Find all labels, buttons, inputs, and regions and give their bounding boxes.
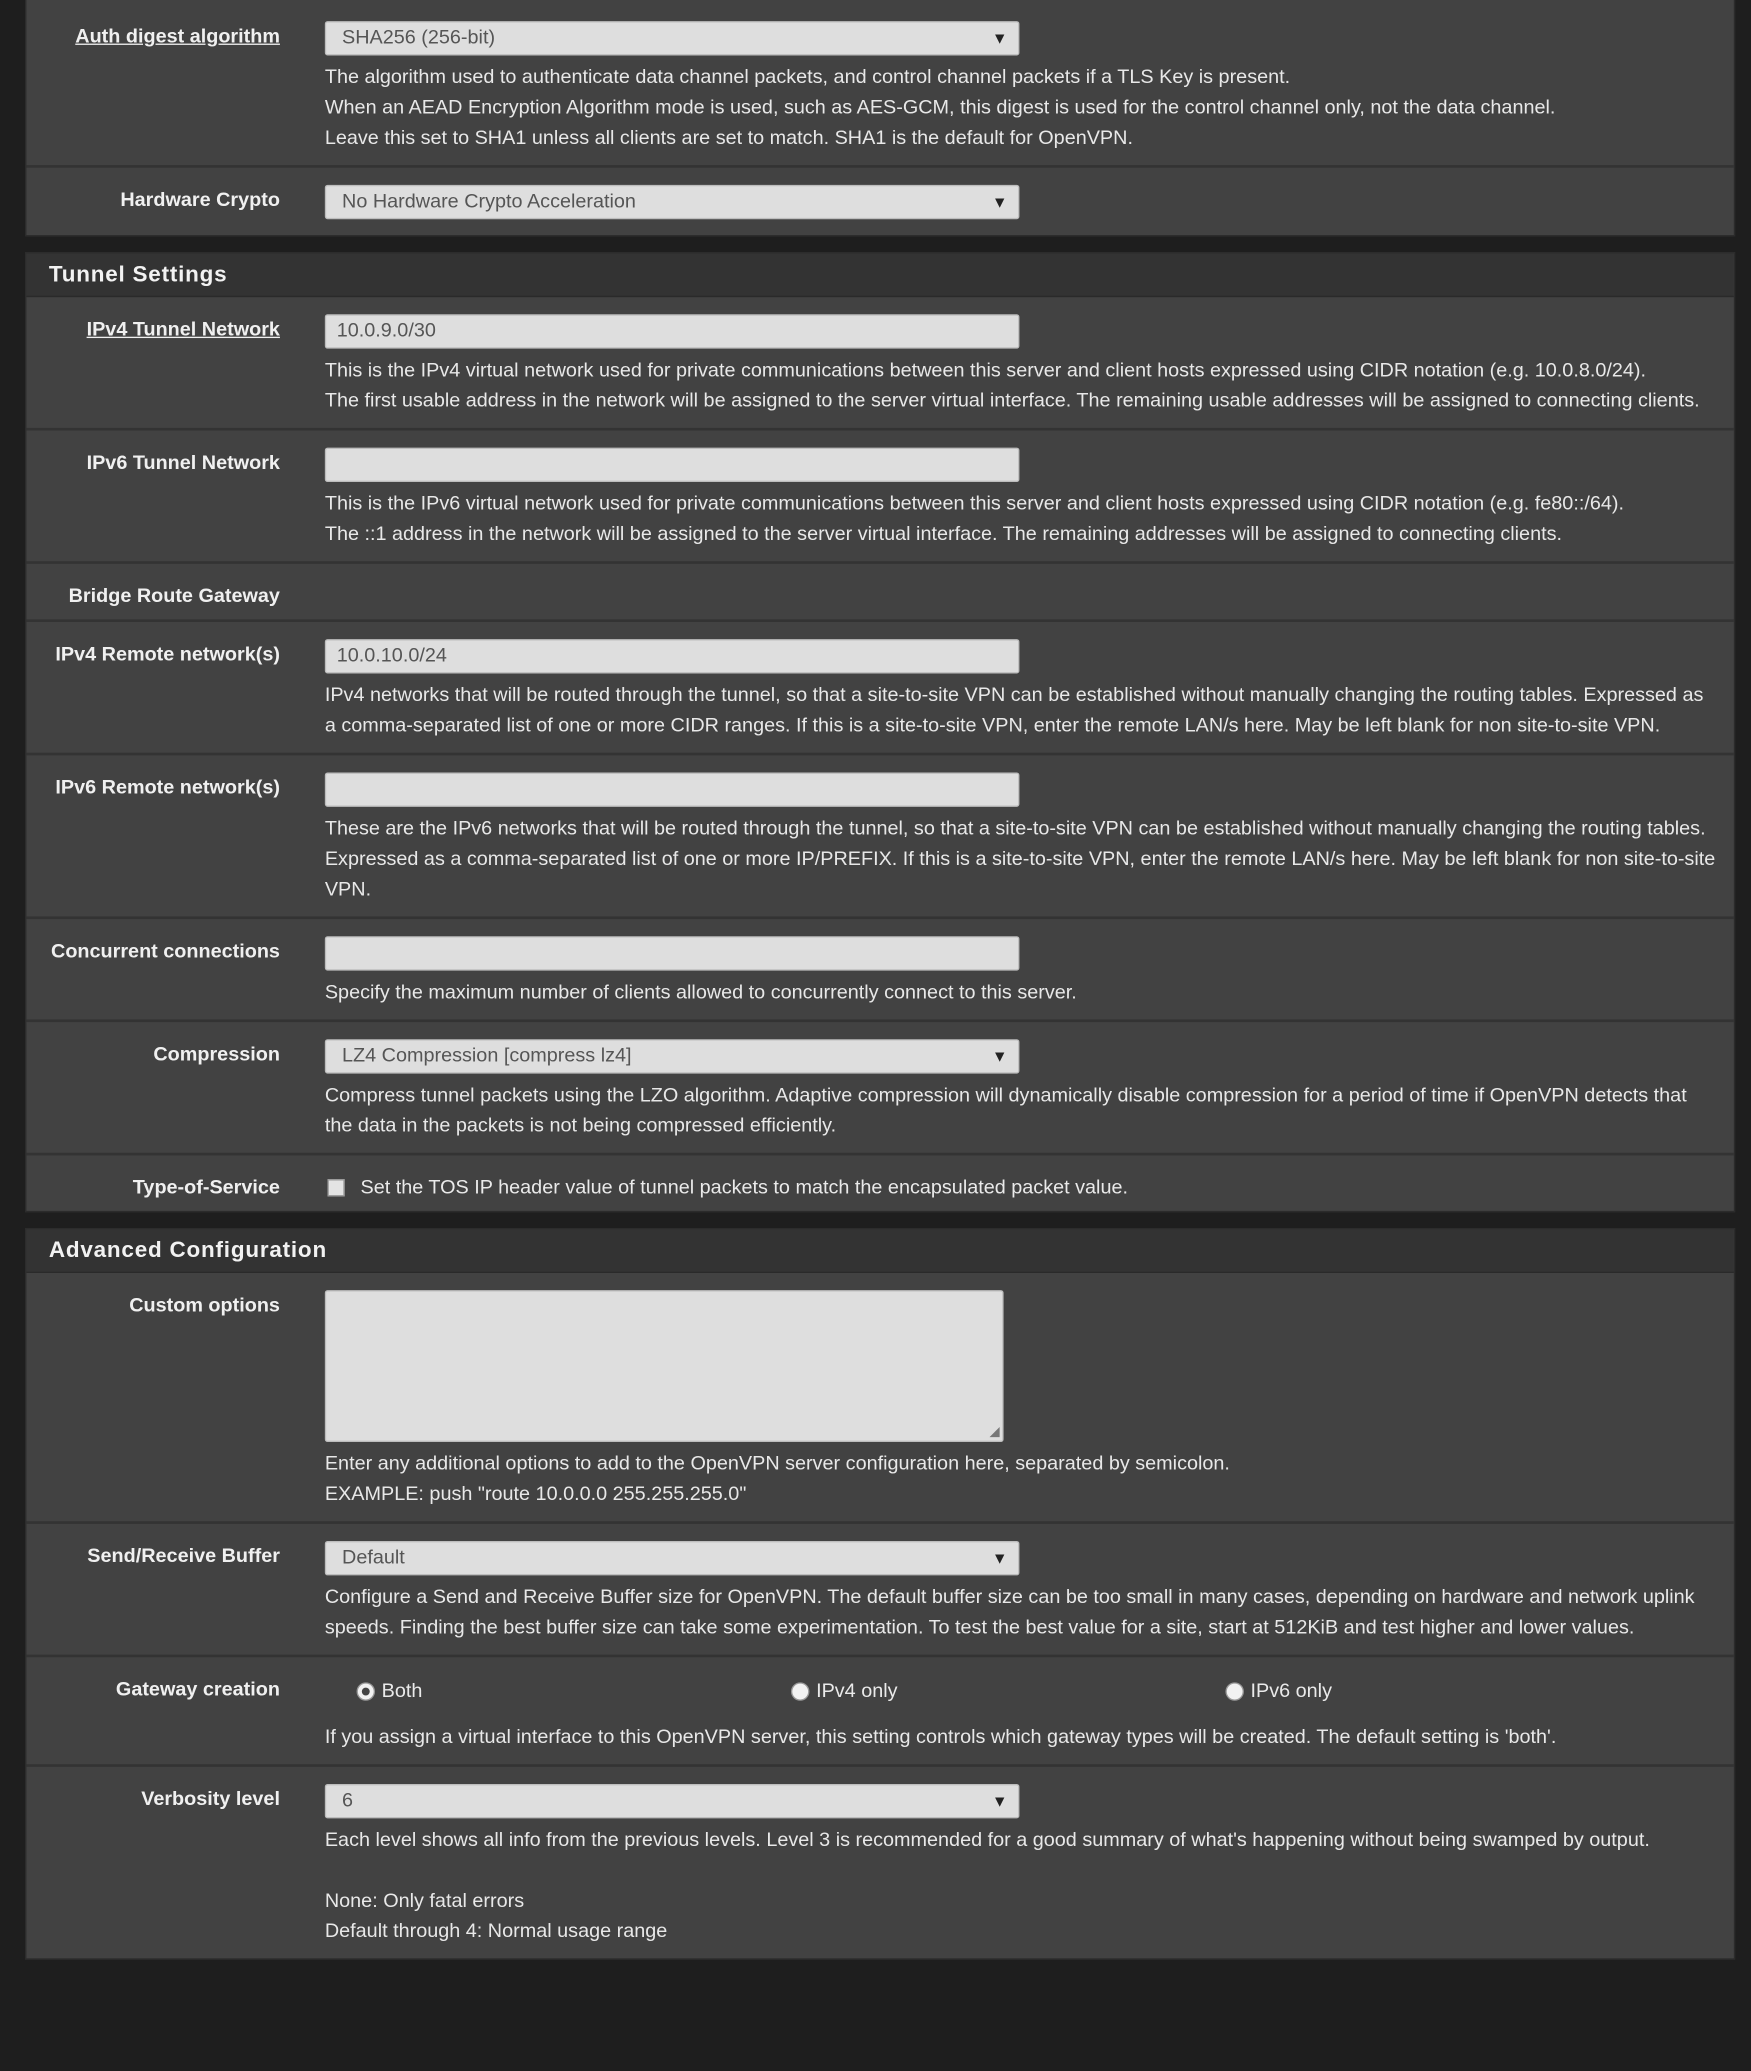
tos-checkbox[interactable] [327,1179,344,1196]
hardware-crypto-row [26,168,1733,235]
auth-digest-help [325,62,1718,153]
ipv4-tunnel-input[interactable]: 10.0.9.0/30 [325,314,1020,348]
radio-option-ipv4-only[interactable] [791,1680,1225,1702]
ipv6-tunnel-label: IPv6 Tunnel Network [86,451,280,475]
help-line: When an AEAD Encryption Algorithm mode is used, such as AES-GCM, this digest is used for the control channel only, not the data channel. [324,96,1556,119]
buffer-select[interactable] [325,1541,1020,1575]
radio-label: Both [381,1679,423,1703]
hardware-crypto-value: No Hardware Crypto Acceleration [342,190,636,213]
verbosity-level-line: None: Only fatal errors [324,1889,525,1913]
chevron-down-icon: ▼ [991,29,1008,48]
custom-options-textarea[interactable] [325,1290,1004,1442]
ipv6-remote-row [26,755,1733,919]
auth-digest-label[interactable]: Auth digest algorithm [75,25,280,48]
verbosity-value: 6 [342,1789,354,1812]
radio-label: IPv4 only [816,1679,898,1703]
gateway-creation-row [26,1657,1733,1767]
help-line: The ::1 address in the network will be assigned to the server virtual interface. The remaining addresses will be assigned to connecting clients. [324,522,1563,546]
concurrent-connections-row [26,919,1733,1022]
bridge-route-gateway-label: Bridge Route Gateway [68,584,280,608]
custom-options-label: Custom options [129,1294,280,1317]
ipv4-remote-label: IPv4 Remote network(s) [55,643,280,666]
ipv6-remote-label: IPv6 Remote network(s) [55,776,280,799]
advanced-configuration-panel [25,1228,1735,1960]
compression-label: Compression [153,1043,280,1066]
ipv4-remote-input[interactable]: 10.0.10.0/24 [325,639,1020,673]
chevron-down-icon: ▼ [991,192,1008,212]
tos-label: Type-of-Service [132,1176,280,1200]
ipv6-tunnel-help [325,489,1718,550]
custom-options-row [26,1273,1733,1524]
compression-help: Compress tunnel packets using the LZO algorithm. Adaptive compression will dynamically disable compression for a period of time if OpenVPN detects that the data in the packets is not being compressed efficiently. [324,1084,1687,1137]
ipv4-remote-help: IPv4 networks that will be routed through the tunnel, so that a site-to-site VPN can be established without manually changing the routing tables. Expressed as a comma-separated list of one or more CIDR ranges. If this is a site-to-site VPN, enter the remote LAN/s here. May be left blank for non site-to-site VPN. [324,684,1704,737]
ipv6-tunnel-input[interactable] [325,448,1020,482]
concurrent-connections-label: Concurrent connections [51,940,280,963]
verbosity-row [26,1767,1733,1958]
compression-value: LZ4 Compression [compress lz4] [342,1044,632,1067]
help-line: Each level shows all info from the previous levels. Level 3 is recommended for a good summary of what's happening without being swamped by output. [324,1828,1650,1852]
ipv4-tunnel-help [325,355,1718,416]
radio-label: IPv6 only [1250,1679,1332,1703]
verbosity-label: Verbosity level [141,1787,280,1811]
help-line: This is the IPv6 virtual network used for private communications between this server and client hosts expressed using CIDR notation (e.g. fe80::/64). [324,492,1624,515]
ipv6-remote-help: These are the IPv6 networks that will be routed through the tunnel, so that a site-to-site VPN can be established without manually changing the routing tables. Expressed as a comma-separated list of one or more IP/PREFIX. If this is a site-to-site VPN, enter the remote LAN/s here. May be left blank for non site-to-site VPN. [324,817,1716,901]
hardware-crypto-select[interactable] [325,185,1020,219]
verbosity-help [325,1825,1718,1946]
concurrent-connections-help: Specify the maximum number of clients allowed to concurrently connect to this server. [324,981,1077,1004]
help-line: This is the IPv4 virtual network used for private communications between this server and client hosts expressed using CIDR notation (e.g. 10.0.8.0/24). [324,359,1647,382]
concurrent-connections-input[interactable] [325,936,1020,970]
auth-digest-row [26,0,1733,168]
chevron-down-icon: ▼ [991,1791,1008,1811]
verbosity-select[interactable] [325,1784,1020,1818]
tos-text: Set the TOS IP header value of tunnel packets to match the encapsulated packet value. [360,1176,1128,1200]
panel-title: Tunnel Settings [26,254,1733,298]
ipv4-remote-row [26,622,1733,755]
ipv4-tunnel-label[interactable]: IPv4 Tunnel Network [86,318,280,341]
radio-ipv4-only[interactable] [791,1682,809,1700]
compression-select[interactable] [325,1039,1020,1073]
panel-title: Advanced Configuration [26,1229,1733,1273]
radio-both[interactable] [357,1682,375,1700]
radio-option-both[interactable] [357,1680,791,1702]
tunnel-settings-panel [25,252,1735,1212]
verbosity-level-line: Default through 4: Normal usage range [324,1920,668,1943]
buffer-value: Default [342,1546,405,1569]
radio-ipv6-only[interactable] [1225,1682,1243,1700]
ipv6-remote-input[interactable] [325,772,1020,806]
custom-options-help [325,1449,1718,1510]
help-line: The first usable address in the network will be assigned to the server virtual interface. The remaining usable addresses will be assigned to connecting clients. [324,389,1700,412]
tos-row [26,1155,1733,1210]
help-line: Leave this set to SHA1 unless all clients are set to match. SHA1 is the default for OpenVPN. [324,126,1133,150]
ipv4-tunnel-row [26,297,1733,430]
chevron-down-icon: ▼ [991,1548,1008,1568]
gateway-creation-radios [325,1674,1718,1702]
ipv6-tunnel-row [26,430,1733,563]
help-line: Enter any additional options to add to the OpenVPN server configuration here, separated by semicolon. [324,1452,1230,1475]
help-line: EXAMPLE: push "route 10.0.0.0 255.255.255.0" [324,1482,747,1506]
gateway-creation-help: If you assign a virtual interface to this OpenVPN server, this setting controls which gateway types will be created. The default setting is 'both'. [324,1725,1557,1749]
help-line: The algorithm used to authenticate data channel packets, and control channel packets if a TLS Key is present. [324,66,1291,89]
tos-option [325,1173,1718,1199]
chevron-down-icon: ▼ [991,1047,1008,1066]
radio-option-ipv6-only[interactable] [1225,1680,1659,1702]
crypto-panel [25,0,1735,236]
gateway-creation-label: Gateway creation [115,1678,280,1701]
buffer-label: Send/Receive Buffer [87,1544,280,1568]
auth-digest-value: SHA256 (256-bit) [342,26,496,49]
hardware-crypto-label: Hardware Crypto [120,188,280,212]
buffer-row [26,1524,1733,1657]
resize-grip-icon[interactable]: ◢ [989,1424,1000,1440]
bridge-route-gateway-row [26,564,1733,622]
buffer-help: Configure a Send and Receive Buffer size for OpenVPN. The default buffer size can be too small in many cases, depending on hardware and network uplink speeds. Finding the best buffer size can take some experimentation. To test the best value for a site, start at 512KiB and test higher and lower values. [324,1585,1695,1639]
compression-row [26,1022,1733,1155]
auth-digest-select[interactable] [325,21,1020,55]
